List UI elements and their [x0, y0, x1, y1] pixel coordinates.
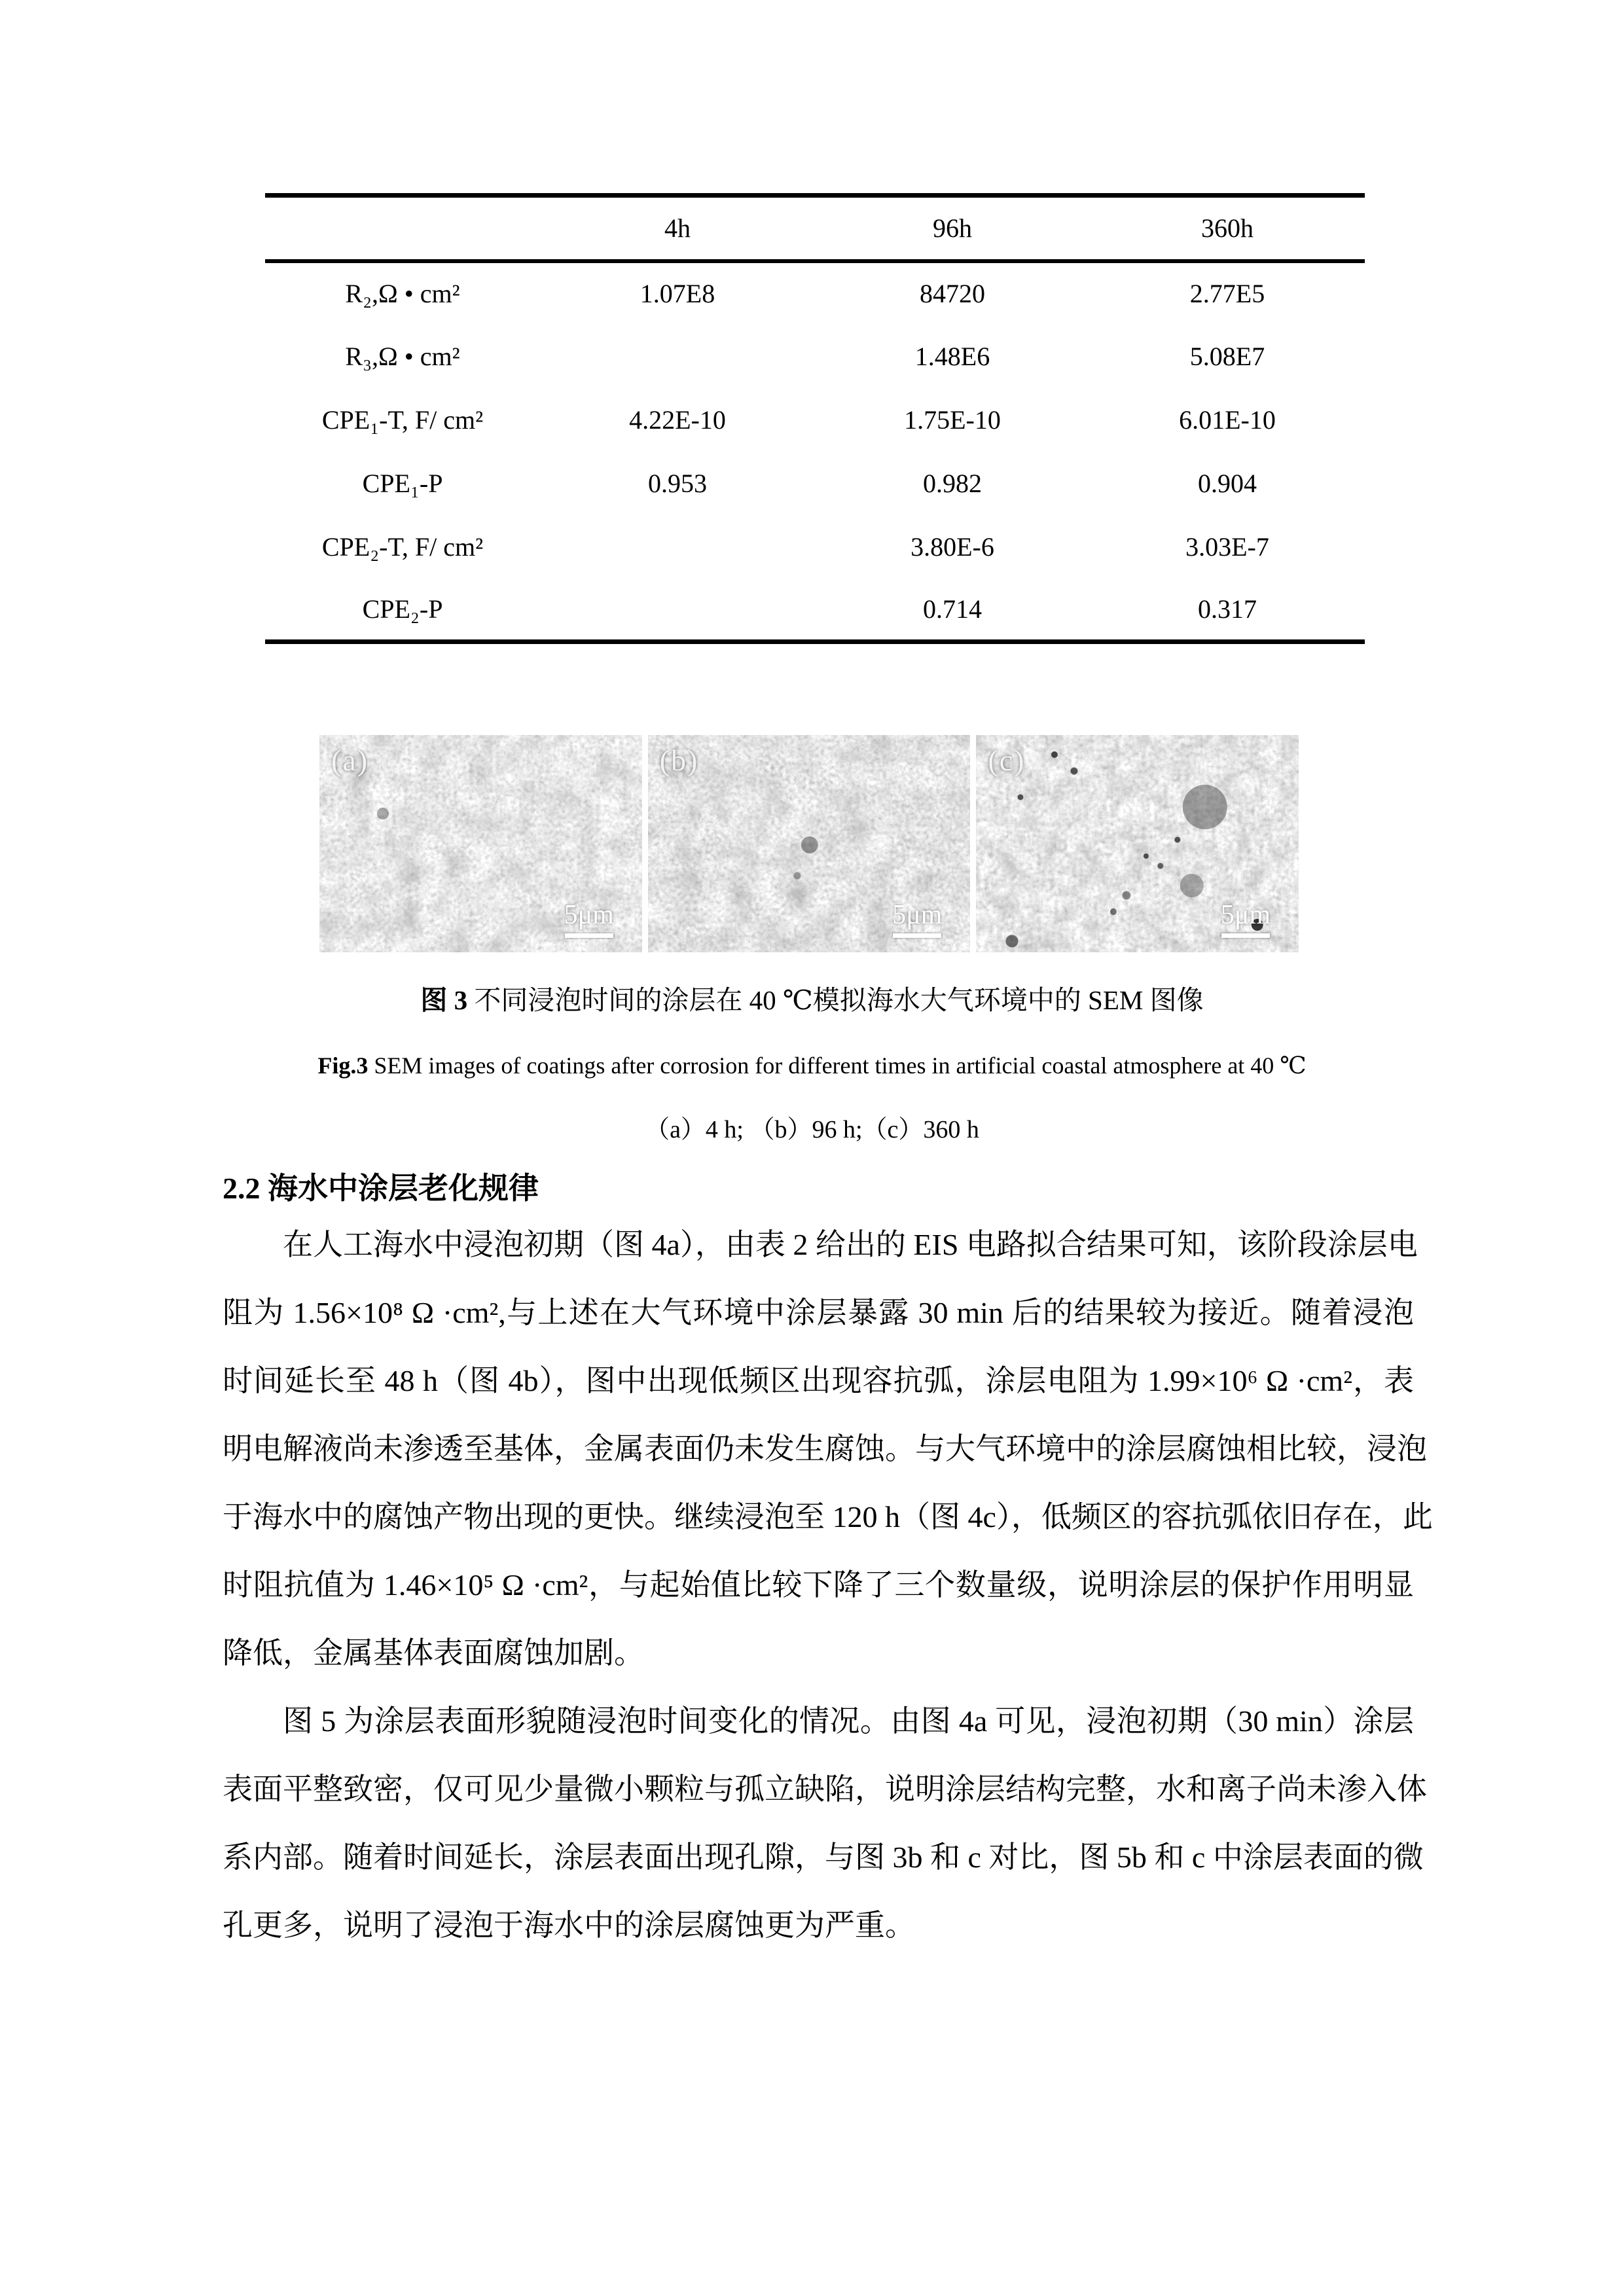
section-heading-2-2: 2.2 海水中涂层老化规律 — [223, 1172, 539, 1205]
row-label: R₃,Ω • cm² — [345, 341, 460, 371]
row-label: CPE₁-P — [362, 468, 443, 498]
scalebar-text: 5μm — [892, 900, 943, 930]
scalebar-c — [1210, 901, 1282, 938]
cell-value: 1.75E-10 — [904, 404, 1001, 435]
row-label: CPE₂-P — [362, 594, 443, 624]
row-label: CPE₁-T, F/ cm² — [321, 404, 484, 435]
table-header-96h: 96h — [933, 213, 972, 243]
figure-caption-zh-text: 不同浸泡时间的涂层在 40 ℃模拟海水大气环境中的 SEM 图像 — [467, 985, 1204, 1015]
figure-caption-en — [0, 1050, 1624, 1081]
table-header-4h: 4h — [664, 213, 691, 243]
table-row — [265, 579, 1365, 642]
cell-value: 4.22E-10 — [629, 404, 726, 435]
eis-parameters-table — [265, 193, 1365, 644]
scalebar-line — [893, 933, 941, 938]
cell-value: 2.77E5 — [1189, 279, 1265, 308]
scalebar-line — [1221, 933, 1270, 938]
cell-value: 3.03E-7 — [1185, 531, 1269, 562]
panel-label-a: (a) — [331, 744, 369, 777]
cell-value: 1.48E6 — [914, 341, 990, 371]
table-row — [265, 452, 1365, 515]
cell-value — [540, 515, 815, 579]
figure-caption-en-text: SEM images of coatings after corrosion for different times in artificial coastal atmosphere at 40 ℃ — [368, 1052, 1307, 1079]
paragraph-line: 在人工海水中浸泡初期（图 4a），由表 2 给出的 EIS 电路拟合结果可知，该阶段涂层电 — [283, 1228, 1418, 1261]
paragraph-line: 时阻抗值为 1.46×10⁵ Ω ·cm²，与起始值比较下降了三个数量级，说明涂层的保护作用明显 — [223, 1568, 1414, 1602]
paragraph-line: 孔更多，说明了浸泡于海水中的涂层腐蚀更为严重。 — [223, 1909, 915, 1942]
paragraph-line: 图 5 为涂层表面形貌随浸泡时间变化的情况。由图 4a 可见，浸泡初期（30 min）涂层 — [283, 1704, 1414, 1738]
table-row — [265, 261, 1365, 325]
sem-figure — [319, 735, 1299, 952]
body-text — [223, 1211, 1433, 1960]
scalebar-text: 5μm — [564, 900, 614, 930]
table-header-row — [265, 196, 1365, 261]
scalebar-a — [553, 901, 625, 938]
figure-caption-zh — [0, 983, 1624, 1017]
row-label: R₂,Ω • cm² — [345, 279, 460, 308]
cell-value: 3.80E-6 — [911, 531, 994, 562]
figure-caption-zh-number: 图 3 — [420, 985, 468, 1015]
scalebar-text: 5μm — [1220, 900, 1271, 930]
table-header-blank — [265, 196, 540, 261]
panel-label-c: (c) — [988, 744, 1026, 777]
table-header-360h: 360h — [1201, 213, 1254, 243]
table-row — [265, 515, 1365, 579]
table-row — [265, 388, 1365, 452]
sem-panel-c — [976, 735, 1299, 952]
row-label: CPE₂-T, F/ cm² — [321, 531, 484, 562]
cell-value: 6.01E-10 — [1179, 404, 1276, 435]
figure-caption-en-number: Fig.3 — [317, 1052, 369, 1079]
paragraph-line: 时间延长至 48 h（图 4b），图中出现低频区出现容抗弧，涂层电阻为 1.99×10⁶ Ω ·cm²，表 — [223, 1364, 1414, 1397]
cell-value: 0.904 — [1198, 468, 1257, 498]
cell-value: 84720 — [920, 279, 985, 308]
sem-panel-b — [648, 735, 971, 952]
scalebar-b — [881, 901, 953, 938]
figure-caption-subpanels: （a）4 h; （b）96 h;（c）360 h — [645, 1116, 979, 1143]
cell-value: 0.953 — [648, 468, 707, 498]
panel-label-b: (b) — [659, 744, 699, 777]
paragraph-line: 降低，金属基体表面腐蚀加剧。 — [223, 1636, 644, 1670]
sem-panel-a — [319, 735, 642, 952]
paragraph-line: 表面平整致密，仅可见少量微小颗粒与孤立缺陷，说明涂层结构完整，水和离子尚未渗入体 — [223, 1772, 1427, 1806]
scalebar-line — [565, 933, 613, 938]
table-row — [265, 325, 1365, 388]
paragraph-line: 于海水中的腐蚀产物出现的更快。继续浸泡至 120 h（图 4c），低频区的容抗弧依旧存在，此 — [223, 1500, 1433, 1534]
cell-value — [540, 325, 815, 388]
paragraph-line: 系内部。随着时间延长，涂层表面出现孔隙，与图 3b 和 c 对比，图 5b 和 c 中涂层表面的微 — [223, 1840, 1424, 1874]
cell-value — [540, 579, 815, 642]
cell-value: 0.982 — [923, 468, 982, 498]
cell-value: 0.317 — [1198, 594, 1257, 624]
cell-value: 1.07E8 — [640, 279, 715, 308]
cell-value: 0.714 — [923, 594, 982, 624]
paragraph-line: 明电解液尚未渗透至基体，金属表面仍未发生腐蚀。与大气环境中的涂层腐蚀相比较，浸泡 — [223, 1432, 1427, 1465]
cell-value: 5.08E7 — [1189, 341, 1265, 371]
paragraph-line: 阻为 1.56×10⁸ Ω ·cm²,与上述在大气环境中涂层暴露 30 min 后的结果较为接近。随着浸泡 — [223, 1296, 1414, 1329]
